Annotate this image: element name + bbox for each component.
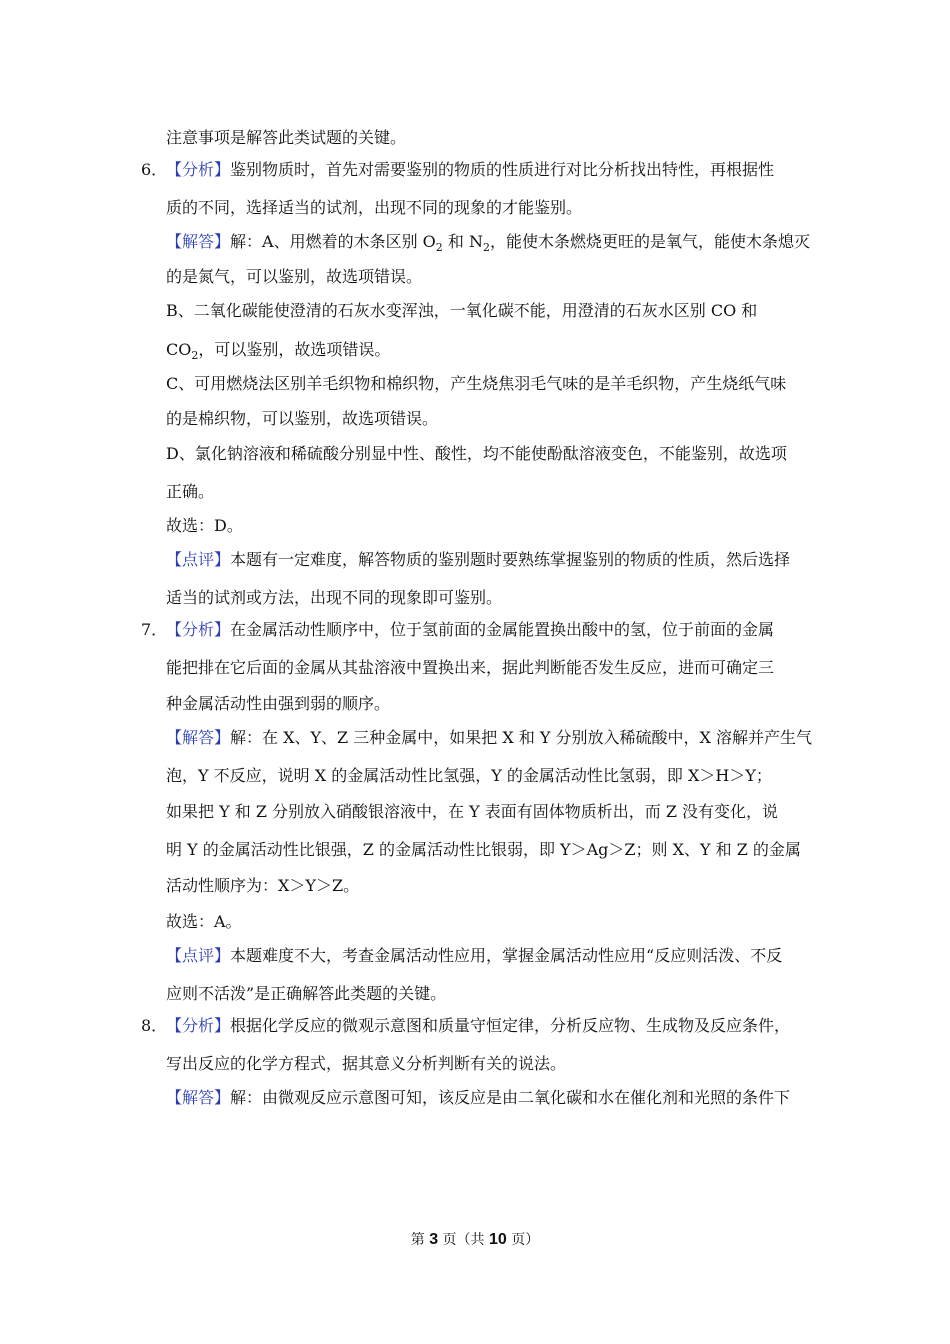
q8-answer-line-1: 【解答】解：由微观反应示意图可知，该反应是由二氧化碳和水在催化剂和光照的条件下 <box>166 1088 791 1107</box>
question-7-number: 7． <box>141 620 168 639</box>
q6-option-c-line-2: 的是棉织物，可以鉴别，故选项错误。 <box>166 409 439 428</box>
analysis-tag: 【分析】 <box>166 160 231 179</box>
q7-analysis-line-3: 种金属活动性由强到弱的顺序。 <box>166 694 391 713</box>
q7-analysis-line-1: 【分析】在金属活动性顺序中，位于氢前面的金属能置换出酸中的氢，位于前面的金属 <box>166 620 775 639</box>
question-8-number: 8． <box>141 1016 168 1035</box>
page-footer: 第 3 页（共 10 页） <box>410 1231 540 1248</box>
q7-choice: 故选：A。 <box>166 912 242 931</box>
q7-comment-line-2: 应则不活泼”是正确解答此类题的关键。 <box>166 984 447 1003</box>
q6-option-b-line-1: B、二氧化碳能使澄清的石灰水变浑浊，一氧化碳不能，用澄清的石灰水区别 CO 和 <box>166 301 758 320</box>
q6-analysis-line-1: 【分析】鉴别物质时，首先对需要鉴别的物质的性质进行对比分析找出特性，再根据性 <box>166 160 775 179</box>
q7-answer-line-5: 活动性顺序为：X＞Y＞Z。 <box>166 876 360 895</box>
q7-answer-line-3: 如果把 Y 和 Z 分别放入硝酸银溶液中，在 Y 表面有固体物质析出，而 Z 没有变化，说 <box>166 802 779 821</box>
q7-analysis-line-2: 能把排在它后面的金属从其盐溶液中置换出来，据此判断能否发生反应，进而可确定三 <box>166 658 775 677</box>
page-total: 10 <box>489 1231 507 1248</box>
q7-comment-line-1: 【点评】本题难度不大，考查金属活动性应用，掌握金属活动性应用“反应则活泼、不反 <box>166 946 783 965</box>
q6-comment-line-2: 适当的试剂或方法，出现不同的现象即可鉴别。 <box>166 588 503 607</box>
comment-tag: 【点评】 <box>166 550 231 569</box>
answer-tag: 【解答】 <box>166 728 231 747</box>
q6-analysis-line-2: 质的不同，选择适当的试剂，出现不同的现象的才能鉴别。 <box>166 198 583 217</box>
page-number: 3 <box>429 1231 439 1248</box>
prev-answer-tail: 注意事项是解答此类试题的关键。 <box>166 128 407 147</box>
q6-option-d-line-1: D、氯化钠溶液和稀硫酸分别显中性、酸性，均不能使酚酞溶液变色，不能鉴别，故选项 <box>166 444 787 463</box>
q8-analysis-line-1: 【分析】根据化学反应的微观示意图和质量守恒定律，分析反应物、生成物及反应条件， <box>166 1016 791 1035</box>
q8-analysis-line-2: 写出反应的化学方程式，据其意义分析判断有关的说法。 <box>166 1054 567 1073</box>
q6-answer-line-2: 的是氮气，可以鉴别，故选项错误。 <box>166 267 423 286</box>
q7-answer-line-1: 【解答】解：在 X、Y、Z 三种金属中，如果把 X 和 Y 分别放入稀硫酸中，X 溶解并产生气 <box>166 728 813 747</box>
analysis-tag: 【分析】 <box>166 1016 231 1035</box>
q7-answer-line-2: 泡，Y 不反应，说明 X 的金属活动性比氢强，Y 的金属活动性比氢弱，即 X＞H＞Y； <box>166 766 772 785</box>
q6-option-c-line-1: C、可用燃烧法区别羊毛织物和棉织物，产生烧焦羽毛气味的是羊毛织物，产生烧纸气味 <box>166 374 787 393</box>
question-6-number: 6． <box>141 160 168 179</box>
answer-tag: 【解答】 <box>166 232 231 251</box>
analysis-tag: 【分析】 <box>166 620 231 639</box>
q6-answer-line-1: 【解答】解：A、用燃着的木条区别 $O_2$ 和 $N_2$，能使木条燃烧更旺的是氧气，能使木条熄灭 <box>166 232 810 255</box>
q7-answer-line-4: 明 Y 的金属活动性比银强，Z 的金属活动性比银弱，即 Y＞Ag＞Z；则 X、Y 和 Z 的金属 <box>166 840 801 859</box>
comment-tag: 【点评】 <box>166 946 231 965</box>
q6-option-b-line-2: $CO_2$，可以鉴别，故选项错误。 <box>166 340 391 363</box>
q6-option-d-line-2: 正确。 <box>166 482 215 501</box>
q6-choice: 故选：D。 <box>166 516 243 535</box>
q6-comment-line-1: 【点评】本题有一定难度，解答物质的鉴别题时要熟练掌握鉴别的物质的性质，然后选择 <box>166 550 791 569</box>
answer-tag: 【解答】 <box>166 1088 231 1107</box>
